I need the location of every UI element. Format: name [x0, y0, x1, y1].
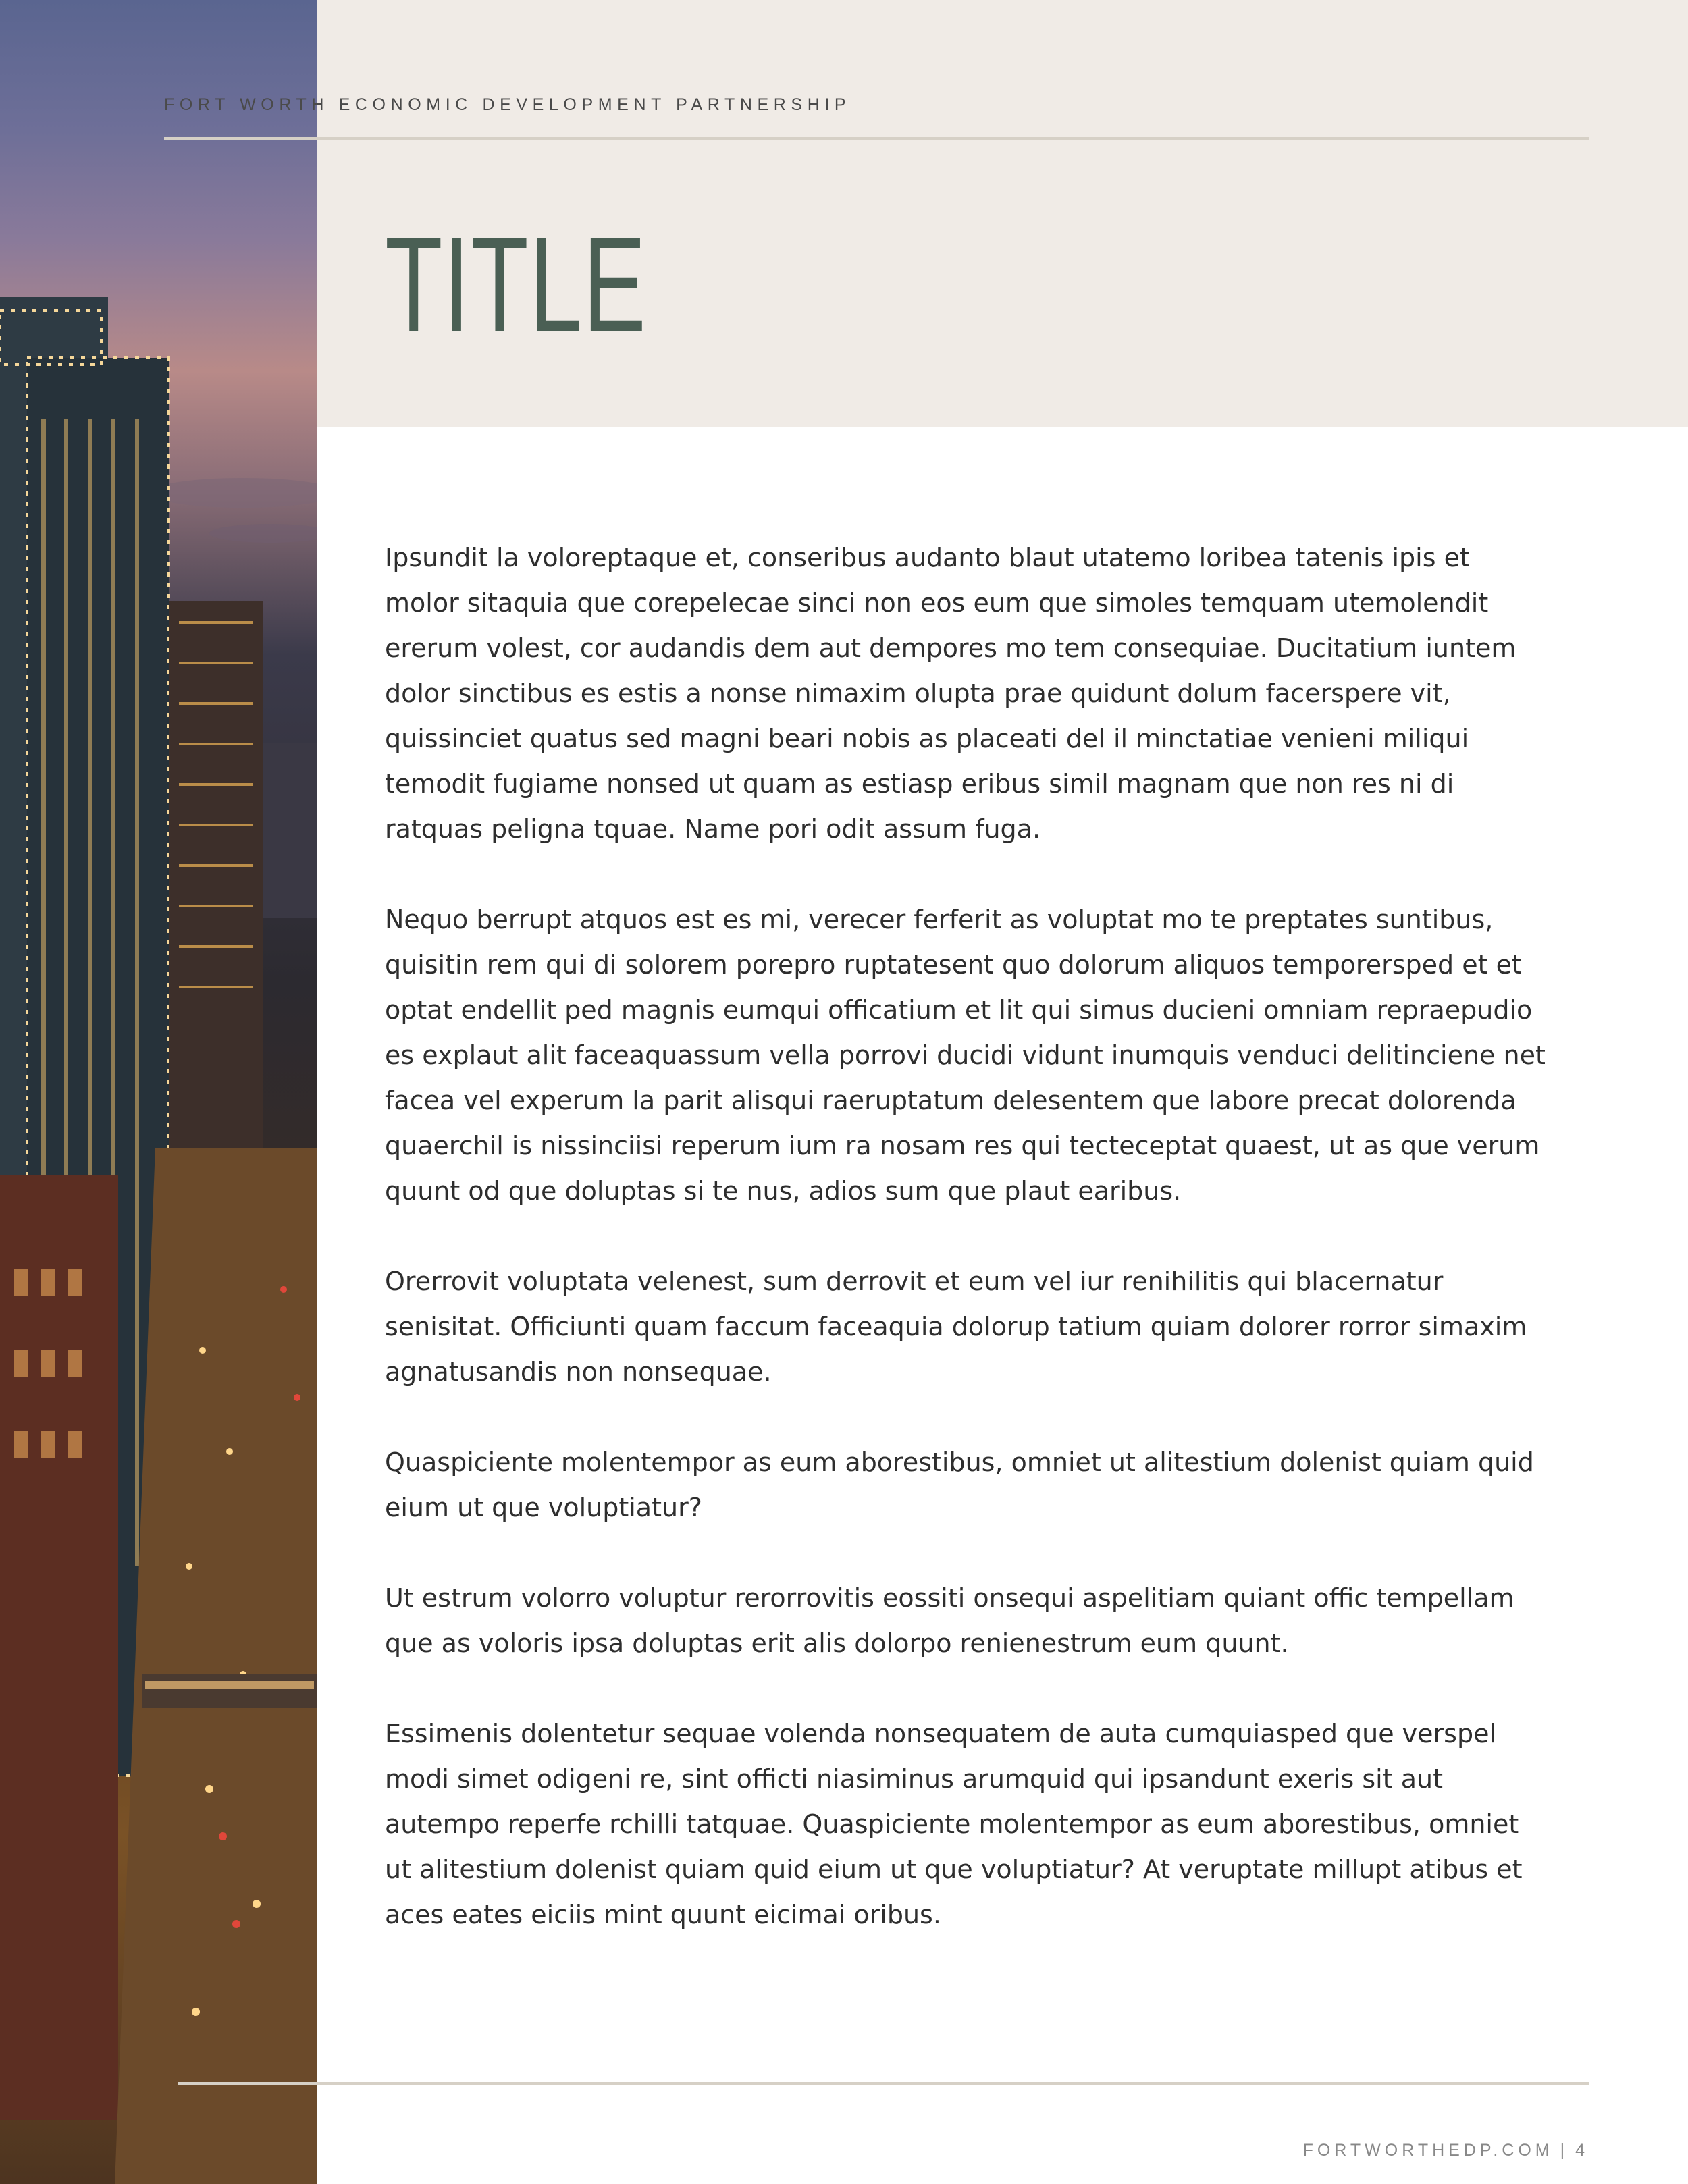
- page-title: TITLE: [385, 209, 648, 360]
- paragraph: Quaspiciente molentempor as eum aborestibus, omniet ut alitestium dolenist quiam quid eium ut que voluptiatur?: [385, 1447, 1534, 1522]
- paragraph: Ut estrum volorro voluptur rerorrovitis eossiti onsequi aspelitiam quiant offic tempellam que as voloris ipsa doluptas erit alis dolorpo renienestrum eum quunt.: [385, 1583, 1514, 1658]
- footer-divider: [178, 2082, 1589, 2085]
- city-skyline-photo: [0, 0, 317, 2184]
- paragraph: Ipsundit la voloreptaque et, conseribus audanto blaut utatemo loribea tatenis ipis et molor sitaquia que corepelecae sinci non eos eum que simoles temquam utemolendit ererum volest, cor audandis dem aut dempores mo tem consequiae. Ducitatium iuntem dolor sinctibus es estis a nonse nimaxim olupta prae quidunt dolum facerspere vit, quissinciet quatus sed magni beari nobis as placeati del il minctatiae venieni miliqui temodit fugiame nonsed ut quam as estiasp eribus simil magnam que non res ni di ratquas peligna tquae. Name pori odit assum fuga.: [385, 543, 1516, 844]
- paragraph: Orerrovit voluptata velenest, sum derrovit et eum vel iur renihilitis qui blacernatur senisitat. Officiunti quam faccum faceaquia dolorup tatium quiam dolorer rorror simaxim agnatusandis non nonsequae.: [385, 1267, 1527, 1387]
- organization-name: FORT WORTH ECONOMIC DEVELOPMENT PARTNERSHIP: [164, 95, 851, 114]
- city-skyline-illustration: [0, 0, 317, 2184]
- website-link[interactable]: FORTWORTHEDP.COM: [1302, 2141, 1554, 2160]
- body-text: [385, 535, 1546, 1983]
- footer: [1303, 2141, 1589, 2160]
- paragraph: Essimenis dolentetur sequae volenda nonsequatem de auta cumquiasped que verspel modi simet odigeni re, sint officti niasiminus arumquid qui ipsandunt exeris sit aut autempo reperfe rchilli tatquae. Quaspiciente molentempor as eum aborestibus, omniet ut alitestium dolenist quiam quid eium ut que voluptiatur? At veruptate millupt atibus et aces eates eiciis mint quunt eicimai oribus.: [385, 1719, 1523, 1929]
- paragraph: Nequo berrupt atquos est es mi, verecer ferferit as voluptat mo te preptates suntibus, quisitin rem qui di solorem porepro ruptatesent quo dolorum aliquos temporersped et et optat endellit ped magnis eumqui officatium et lit qui simus ducieni omniam repraepudio es explaut alit faceaquassum vella porrovi ducidi vidunt inumquis venduci delitinciene net facea vel experum la parit alisqui raeruptatum delesentem que labore precat dolorenda quaerchil is nissinciisi reperum ium ra nosam res qui tecteceptat quaest, ut as que verum quunt od que doluptas si te nus, adios sum que plaut earibus.: [385, 905, 1546, 1206]
- footer-separator: |: [1560, 2141, 1569, 2160]
- header-divider: [164, 137, 1589, 140]
- page-number: 4: [1575, 2141, 1589, 2160]
